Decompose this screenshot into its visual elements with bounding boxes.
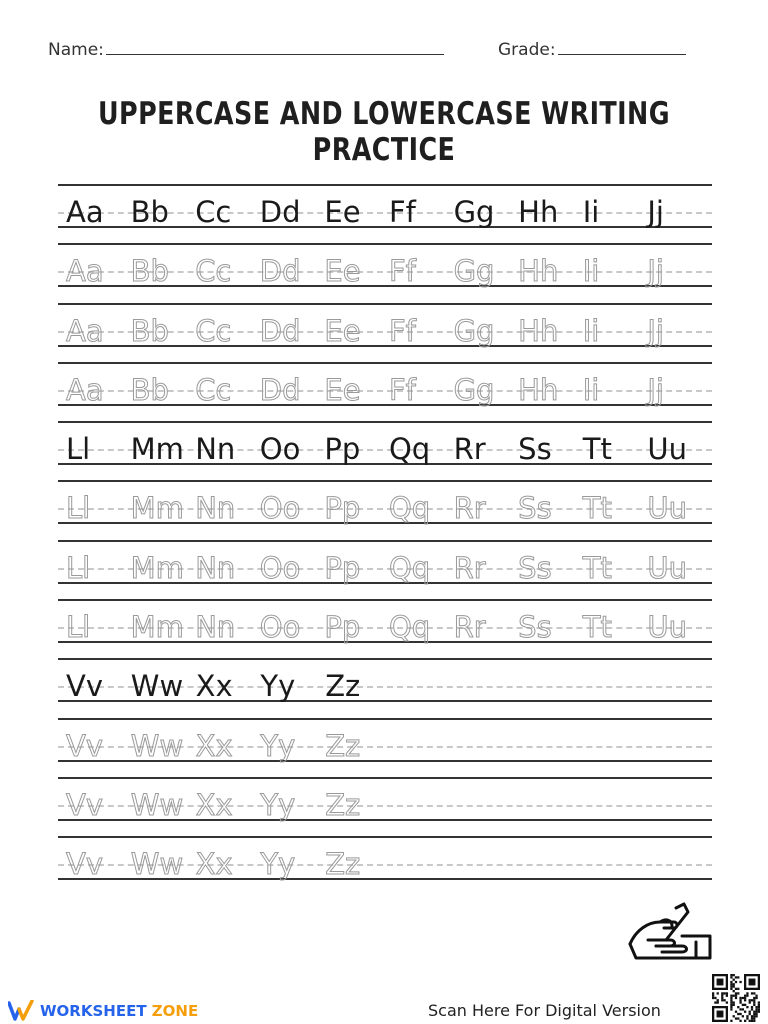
letter-pair: Pp xyxy=(324,491,361,526)
letter-pairs xyxy=(66,785,712,825)
letter-pair: Ii xyxy=(582,195,600,229)
letter-pair: Nn xyxy=(195,432,236,467)
letter-pair: Mm xyxy=(130,550,184,585)
letter-pair: Qq xyxy=(388,550,431,585)
letter-pair: Ww xyxy=(130,728,184,763)
letter-pair: Ww xyxy=(130,669,184,704)
grade-field xyxy=(498,38,686,60)
letter-pair: Vv xyxy=(66,787,104,822)
practice-rows xyxy=(58,184,712,896)
logo-text-zone: ZONE xyxy=(151,1002,199,1020)
letter-pair: Zz xyxy=(325,787,361,822)
page-title: UPPERCASE AND LOWERCASE WRITING PRACTICE xyxy=(97,96,671,168)
model-row[interactable] xyxy=(58,658,712,717)
letter-pair: Tt xyxy=(582,491,612,526)
letter-pair: Ff xyxy=(388,254,416,289)
letter-pair: Uu xyxy=(647,491,687,526)
letter-pair: Dd xyxy=(259,372,301,407)
letter-pair: Zz xyxy=(325,728,361,763)
trace-row[interactable] xyxy=(58,777,712,836)
letter-pairs xyxy=(66,311,712,351)
trace-row[interactable] xyxy=(58,718,712,777)
letter-pair: Cc xyxy=(195,313,232,348)
letter-pair: Bb xyxy=(130,195,169,229)
worksheet-header xyxy=(48,38,720,66)
letter-pair: Rr xyxy=(453,491,486,526)
letter-pair: Xx xyxy=(195,728,233,763)
letter-pairs xyxy=(66,726,712,766)
letter-pair: Ww xyxy=(130,847,184,882)
letter-pair: Ww xyxy=(130,787,184,822)
letter-pair: Oo xyxy=(259,432,301,467)
letter-pairs xyxy=(66,429,712,469)
letter-pair: Gg xyxy=(453,254,495,289)
top-guideline xyxy=(58,718,712,720)
letter-pair: Ss xyxy=(518,491,552,526)
letter-pair: Qq xyxy=(388,491,431,526)
top-guideline xyxy=(58,362,712,364)
letter-pair: Oo xyxy=(259,550,301,585)
letter-pair: Jj xyxy=(647,254,664,289)
letter-pair: Cc xyxy=(195,195,232,229)
worksheet-zone-logo[interactable] xyxy=(8,998,198,1024)
worksheet-zone-logo-icon xyxy=(8,1000,34,1022)
letter-pair: Ff xyxy=(388,372,416,407)
name-label: Name: xyxy=(48,40,104,60)
top-guideline xyxy=(58,540,712,542)
letter-pair: Ff xyxy=(388,195,416,229)
trace-row[interactable] xyxy=(58,243,712,302)
letter-pair: Bb xyxy=(130,254,169,289)
letter-pair: Gg xyxy=(453,195,495,229)
letter-pair: Pp xyxy=(324,432,361,467)
name-blank-line[interactable] xyxy=(106,38,444,55)
letter-pair: Oo xyxy=(259,491,301,526)
letter-pair: Mm xyxy=(130,432,184,467)
letter-pair: Yy xyxy=(260,787,296,822)
letter-pair: Ss xyxy=(518,610,552,645)
letter-pair: Ee xyxy=(324,254,361,289)
letter-pair: Hh xyxy=(518,254,559,289)
letter-pair: Jj xyxy=(647,195,664,229)
letter-pair: Pp xyxy=(324,610,361,645)
grade-label: Grade: xyxy=(498,40,556,60)
model-row[interactable] xyxy=(58,421,712,480)
letter-pair: Xx xyxy=(195,669,233,704)
scan-instruction: Scan Here For Digital Version xyxy=(428,1001,661,1020)
letter-pair: Oo xyxy=(259,610,301,645)
letter-pair: Nn xyxy=(195,491,236,526)
letter-pairs xyxy=(66,666,712,706)
letter-pair: Nn xyxy=(195,550,236,585)
letter-pairs xyxy=(66,488,712,528)
letter-pair: Qq xyxy=(388,610,431,645)
letter-pair: Hh xyxy=(518,195,559,229)
letter-pair: Ii xyxy=(582,254,600,289)
letter-pair: Ll xyxy=(66,610,91,645)
letter-pair: Qq xyxy=(388,432,431,467)
top-guideline xyxy=(58,421,712,423)
letter-pair: Ss xyxy=(518,432,552,467)
letter-pair: Nn xyxy=(195,610,236,645)
letter-pair: Cc xyxy=(195,254,232,289)
letter-pair: Uu xyxy=(647,610,687,645)
letter-pairs xyxy=(66,607,712,647)
letter-pairs xyxy=(66,844,712,884)
logo-text-worksheet: WORKSHEET xyxy=(40,1002,147,1020)
grade-blank-line[interactable] xyxy=(558,38,686,55)
letter-pair: Ee xyxy=(324,372,361,407)
top-guideline xyxy=(58,658,712,660)
letter-pair: Zz xyxy=(325,847,361,882)
letter-pair: Pp xyxy=(324,550,361,585)
letter-pairs xyxy=(66,370,712,410)
letter-pair: Uu xyxy=(647,550,687,585)
letter-pair: Aa xyxy=(66,372,104,407)
letter-pairs xyxy=(66,192,712,232)
model-row[interactable] xyxy=(58,184,712,243)
trace-row[interactable] xyxy=(58,303,712,362)
letter-pairs xyxy=(66,251,712,291)
top-guideline xyxy=(58,836,712,838)
letter-pair: Xx xyxy=(195,847,233,882)
writing-hand-icon xyxy=(626,900,712,966)
letter-pair: Mm xyxy=(130,610,184,645)
letter-pair: Jj xyxy=(647,372,664,407)
letter-pair: Ll xyxy=(66,491,91,526)
letter-pair: Ll xyxy=(66,432,91,467)
letter-pair: Rr xyxy=(453,610,486,645)
letter-pair: Aa xyxy=(66,195,104,229)
letter-pair: Bb xyxy=(130,372,169,407)
letter-pair: Ff xyxy=(388,313,416,348)
top-guideline xyxy=(58,777,712,779)
letter-pair: Yy xyxy=(260,847,296,882)
top-guideline xyxy=(58,480,712,482)
letter-pair: Zz xyxy=(325,669,361,704)
letter-pair: Ii xyxy=(582,372,600,407)
letter-pair: Ii xyxy=(582,313,600,348)
letter-pair: Xx xyxy=(195,787,233,822)
letter-pair: Dd xyxy=(259,254,301,289)
letter-pair: Tt xyxy=(582,550,612,585)
letter-pair: Yy xyxy=(260,728,296,763)
letter-pair: Ee xyxy=(324,195,361,229)
letter-pair: Cc xyxy=(195,372,232,407)
letter-pair: Hh xyxy=(518,372,559,407)
letter-pair: Mm xyxy=(130,491,184,526)
letter-pair: Ss xyxy=(518,550,552,585)
letter-pairs xyxy=(66,548,712,588)
top-guideline xyxy=(58,243,712,245)
letter-pair: Rr xyxy=(453,432,486,467)
trace-row[interactable] xyxy=(58,362,712,421)
letter-pair: Dd xyxy=(259,313,301,348)
trace-row[interactable] xyxy=(58,540,712,599)
letter-pair: Rr xyxy=(453,550,486,585)
letter-pair: Yy xyxy=(260,669,296,704)
letter-pair: Bb xyxy=(130,313,169,348)
trace-row[interactable] xyxy=(58,480,712,539)
letter-pair: Jj xyxy=(647,313,664,348)
name-field xyxy=(48,38,444,60)
letter-pair: Aa xyxy=(66,313,104,348)
letter-pair: Dd xyxy=(259,195,301,229)
letter-pair: Tt xyxy=(582,432,612,467)
letter-pair: Ll xyxy=(66,550,91,585)
top-guideline xyxy=(58,184,712,186)
letter-pair: Ee xyxy=(324,313,361,348)
letter-pair: Vv xyxy=(66,728,104,763)
top-guideline xyxy=(58,303,712,305)
trace-row[interactable] xyxy=(58,836,712,895)
letter-pair: Aa xyxy=(66,254,104,289)
letter-pair: Hh xyxy=(518,313,559,348)
letter-pair: Gg xyxy=(453,372,495,407)
letter-pair: Vv xyxy=(66,669,104,704)
letter-pair: Gg xyxy=(453,313,495,348)
trace-row[interactable] xyxy=(58,599,712,658)
letter-pair: Uu xyxy=(647,432,687,467)
top-guideline xyxy=(58,599,712,601)
letter-pair: Tt xyxy=(582,610,612,645)
letter-pair: Vv xyxy=(66,847,104,882)
qr-code-icon[interactable] xyxy=(712,974,760,1022)
